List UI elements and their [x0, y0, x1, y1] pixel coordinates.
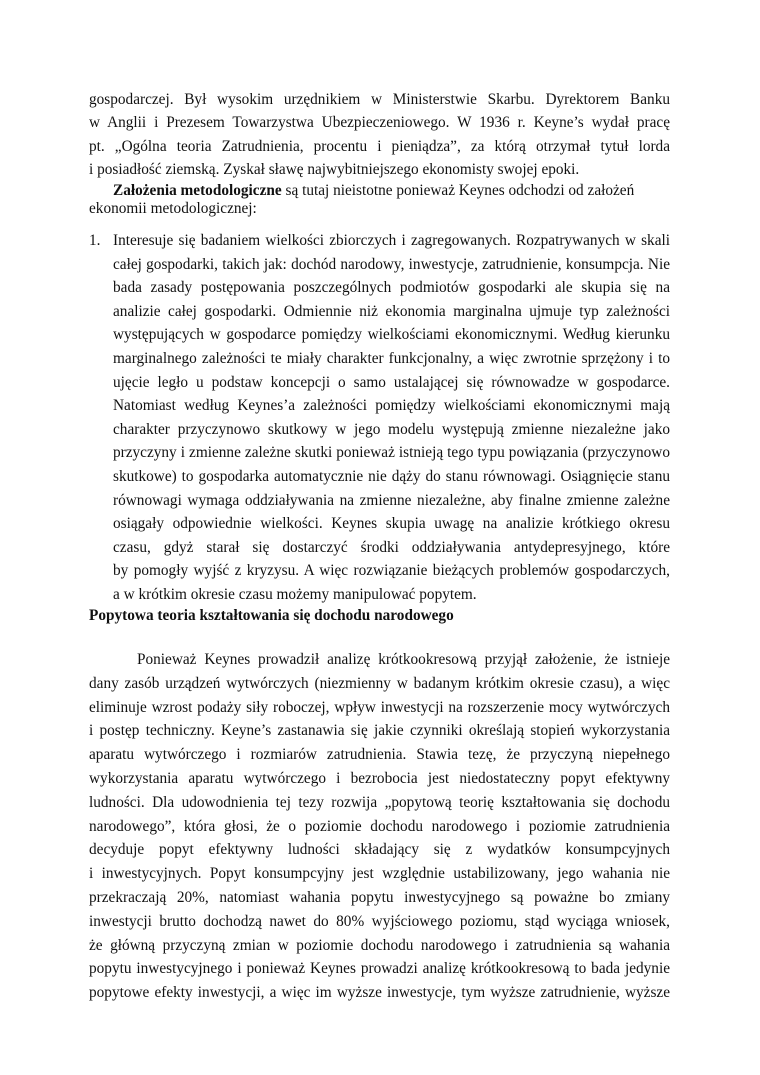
paragraph-line: Interesuje się badaniem wielkości zbiorczych i zagregowanych. Rozpatrywanych w skali: [113, 232, 670, 249]
paragraph-line: decyduje popyt efektywny ludności składający się z wydatków konsumpcyjnych: [89, 841, 670, 859]
paragraph-line: występujących w gospodarce pomiędzy wielkościami ekonomicznymi. Według kierunku: [113, 326, 670, 344]
paragraph-line: eliminuje wzrost podaży siły roboczej, wpływ inwestycji na rozszerzenie mocy wytwórczych: [89, 698, 670, 716]
paragraph-line: popytu inwestycyjnego i ponieważ Keynes prowadzi analizę krótkookresową to bada jedynie: [89, 960, 670, 978]
intro-paragraph: [89, 88, 670, 182]
paragraph-line: bada zasady postępowania poszczególnych podmiotów gospodarki ale skupia się na: [113, 279, 670, 297]
paragraph-line: inwestycji brutto dochodzą nawet do 80% wyjściowego poziomu, stąd wyciąga wniosek,: [89, 912, 670, 930]
paragraph-line: w Anglii i Prezesem Towarzystwa Ubezpieczeniowego. W 1936 r. Keyne’s wydał pracę: [89, 114, 670, 132]
paragraph-line: osiągały odpowiednie wielkości. Keynes skupia uwagę na analizie krótkiego okresu: [113, 515, 670, 533]
section-paragraph: [89, 648, 670, 1005]
paragraph-line: skutkowe) to gospodarka automatycznie nie dąży do stanu równowagi. Osiągnięcie stanu: [113, 467, 670, 485]
paragraph-line: i posiadłość ziemską. Zyskał sławę najwybitniejszego ekonomisty swojej epoki.: [89, 161, 580, 179]
line-text: są tutaj nieistotne ponieważ Keynes odchodzi od założeń: [281, 182, 635, 199]
paragraph-line: dany zasób urządzeń wytwórczych (niezmienny w badanym krótkim okresie czasu), a więc: [89, 674, 670, 692]
paragraph-line: Natomiast według Keynes’a zależności pomiędzy wielkościami ekonomicznymi mają: [113, 397, 670, 415]
paragraph-line: marginalnego zależności te miały charakter funkcjonalny, a więc zwrotnie sprzężony i to: [113, 349, 670, 367]
paragraph-line: by pomogły wyjść z kryzysu. A więc rozwiązanie bieżących problemów gospodarczych,: [113, 562, 670, 580]
paragraph-line: pt. „Ogólna teoria Zatrudnienia, procentu i pieniądza”, za którą otrzymał tytuł lorda: [89, 137, 670, 155]
paragraph-line: i inwestycyjnych. Popyt konsumpcyjny jest względnie ustabilizowany, jego wahania nie: [89, 865, 670, 883]
paragraph-line: Ponieważ Keynes prowadził analizę krótkookresową przyjął założenie, że istnieje: [137, 651, 670, 668]
paragraph-line: całej gospodarki, takich jak: dochód narodowy, inwestycje, zatrudnienie, konsumpcja. Nie: [113, 255, 670, 273]
section-heading: Popytowa teoria kształtowania się dochodu narodowego: [89, 607, 454, 624]
paragraph-line: i postęp techniczny. Keyne’s zastanawia się jakie czynniki określają stopień wykorzystania: [89, 722, 670, 740]
paragraph-line: narodowego”, która głosi, że o poziomie dochodu narodowego i poziomie zatrudnienia: [89, 817, 670, 835]
paragraph-line: równowagi wymaga oddziaływania na zmienne niezależne, aby finalne zmienne zależne: [113, 491, 670, 509]
assumptions-paragraph: [89, 182, 670, 218]
paragraph-line: analizie całej gospodarki. Odmiennie niż ekonomia marginalna ujmuje typ zależności: [113, 302, 670, 320]
paragraph-line: [89, 182, 670, 200]
paragraph-line: że główną przyczyną zmian w poziomie dochodu narodowego i zatrudnienia są wahania: [89, 936, 670, 954]
list-number: 1.: [89, 232, 101, 249]
paragraph-line: przyczyny i zmienne zależne skutki ponieważ istnieją tego typu powiązania (przyczynowo: [113, 444, 670, 462]
paragraph-line: gospodarczej. Był wysokim urzędnikiem w Ministerstwie Skarbu. Dyrektorem Banku: [89, 91, 670, 108]
paragraph-line: popytowe efekty inwestycji, a więc im wyższe inwestycje, tym wyższe zatrudnienie, wyższe: [89, 984, 670, 1002]
paragraph-line: ujęcie legło u podstaw koncepcji o samo ustalającej się równowadze w gospodarce.: [113, 373, 670, 391]
paragraph-line: ludności. Dla udowodnienia tej tezy rozwija „popytową teorię kształtowania się dochodu: [89, 793, 670, 811]
numbered-list-item-1: [89, 229, 670, 607]
paragraph-line: przekraczają 20%, natomiast wahania popytu inwestycyjnego są poważne bo zmiany: [89, 888, 670, 906]
paragraph-line: charakter przyczynowo skutkowy w jego modelu występują zmienne niezależne jako: [113, 420, 670, 438]
paragraph-line: a w krótkim okresie czasu możemy manipulować popytem.: [113, 585, 477, 603]
paragraph-line: aparatu wytwórczego i rozmiarów zatrudnienia. Stawia tezę, że przyczyną niepełnego: [89, 746, 670, 764]
bold-lead: Założenia metodologiczne: [113, 182, 282, 199]
paragraph-line: czasu, gdyż starał się dostarczyć środki oddziaływania antydepresyjnego, które: [113, 538, 670, 556]
paragraph-line: ekonomii metodologicznej:: [89, 200, 257, 217]
paragraph-line: wykorzystania aparatu wytwórczego i bezrobocia jest niedostateczny popyt efektywny: [89, 769, 670, 787]
